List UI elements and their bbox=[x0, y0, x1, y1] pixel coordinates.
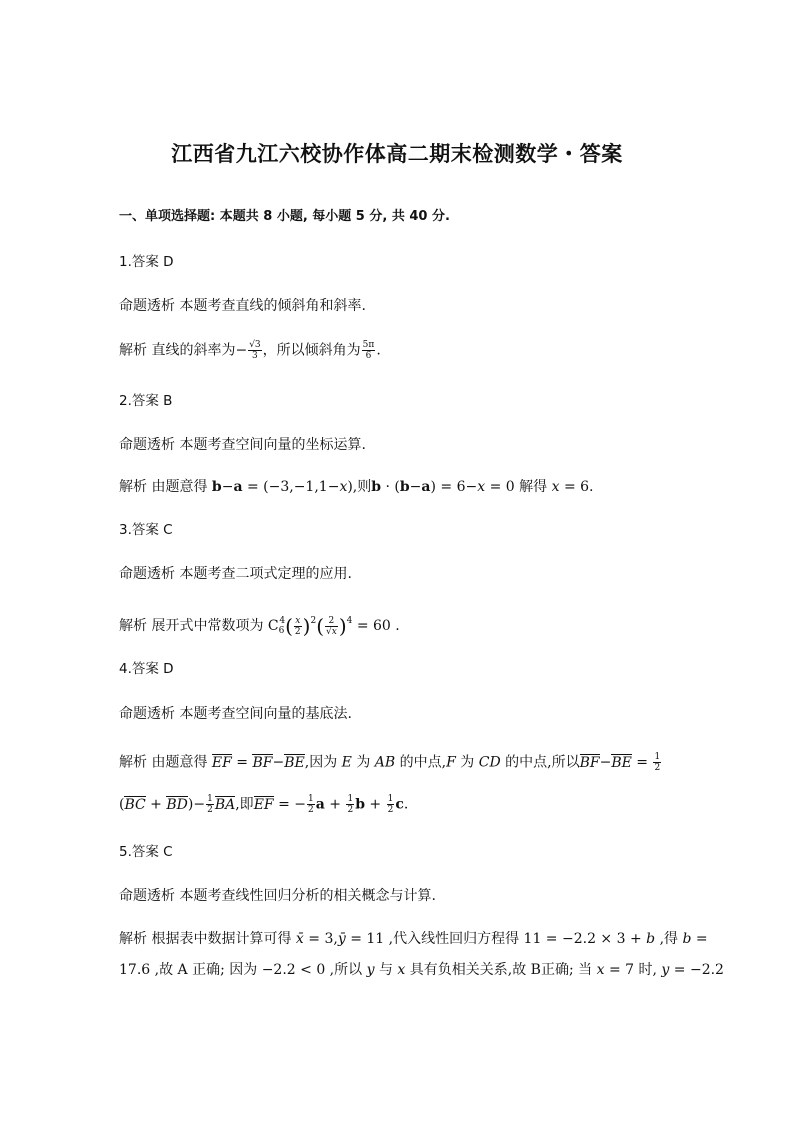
q4-solution-line1: 解析 由题意得 EF = BF−BE,因为 E 为 AB 的中点,F 为 CD 的中点,所以BF−BE = $\frac{1}{2}$ bbox=[119, 752, 661, 773]
q2-solution: 解析 由题意得 b−a = (−3,−1,1−x),则b · (b−a) = 6−x = 0 解得 x = 6. bbox=[119, 479, 594, 495]
q5-solution-line1: 解析 根据表中数据计算可得 x̄ = 3,ȳ = 11 ,代入线性回归方程得 11 = −2.2 × 3 + b ,得 b = bbox=[119, 931, 708, 947]
q5-solution-line2: 17.6 ,故 A 正确; 因为 −2.2 < 0 ,所以 y 与 x 具有负相关关系,故 B正确; 当 x = 7 时, y = −2.2 bbox=[119, 962, 724, 978]
q3-solution: 解析 展开式中常数项为 $C_6^4$( $\frac{x}{2}$ )$^2$( $\frac{2}{√x}$ )$^4$ = 60 . bbox=[119, 614, 400, 638]
page-title: 江西省九江六校协作体高二期末检测数学・答案 bbox=[171, 142, 623, 166]
q3-analysis: 命题透析 本题考查二项式定理的应用. bbox=[119, 566, 352, 582]
q2-answer: 2.答案 B bbox=[119, 393, 173, 409]
q1-answer: 1.答案 D bbox=[119, 254, 174, 270]
q5-analysis: 命题透析 本题考查线性回归分析的相关概念与计算. bbox=[119, 888, 436, 904]
q3-answer: 3.答案 C bbox=[119, 522, 173, 538]
section-heading: 一、单项选择题: 本题共 8 小题, 每小题 5 分, 共 40 分. bbox=[119, 209, 450, 224]
q4-solution-line2: (BC + BD)− $\frac{1}{2}$ BA,即EF = − $\frac{1}{2}$ a + $\frac{1}{2}$ b + $\frac{1}{2}$ c. bbox=[119, 794, 409, 815]
q1-solution: 解析 直线的斜率为− $\frac{√3}{3}$ ，所以倾斜角为 $\frac{5\pi}{6}$ . bbox=[119, 340, 381, 361]
q4-answer: 4.答案 D bbox=[119, 661, 174, 677]
q5-answer: 5.答案 C bbox=[119, 844, 173, 860]
q4-analysis: 命题透析 本题考查空间向量的基底法. bbox=[119, 706, 352, 722]
q1-analysis: 命题透析 本题考查直线的倾斜角和斜率. bbox=[119, 298, 366, 314]
q2-analysis: 命题透析 本题考查空间向量的坐标运算. bbox=[119, 437, 366, 453]
